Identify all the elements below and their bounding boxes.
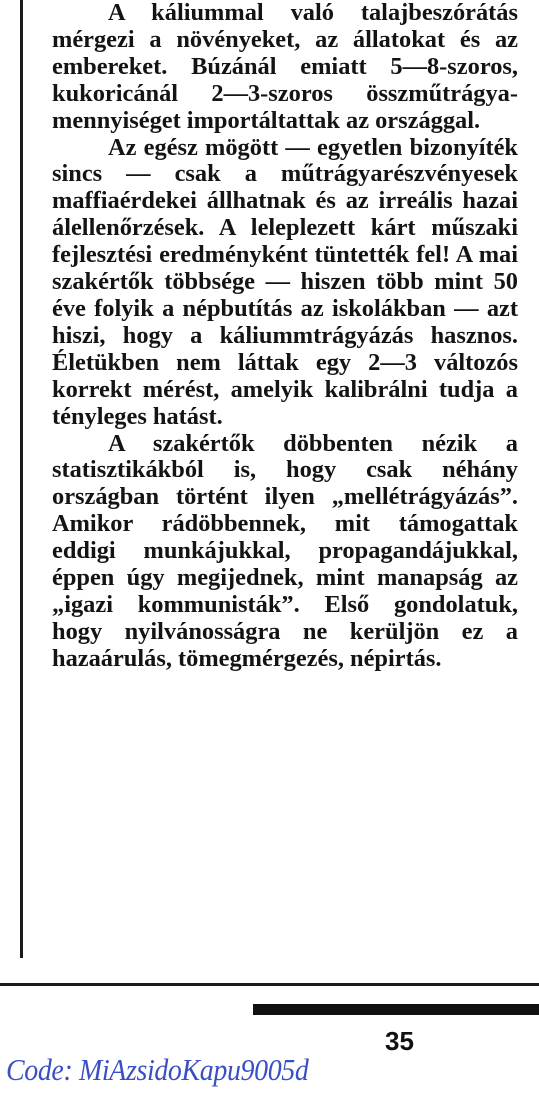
article-column xyxy=(52,0,518,673)
column-divider-rule xyxy=(20,0,23,958)
footer-rule xyxy=(0,983,539,986)
article-paragraph-2: Az egész mögött — egyetlen bizonyíték sincs — csak a műtrágyarészvényesek maffiaérdekei állhatnak és az irreális hazai álellenőrzések. A leleplezett kárt műszaki fejlesztési eredményként tüntették fel! A mai szakértők többsége — hiszen több mint 50 éve folyik a népbutítás az iskolákban — azt hiszi, hogy a káliummtrágyázás hasznos. Életükben nem láttak egy 2—3 változós korrekt mérést, amelyik kalibrálni tudja a tényleges hatást. xyxy=(52,133,518,430)
article-paragraph-1: A káliummal való talajbeszórátás mérgezi a növényeket, az állatokat és az embereket. Búzánál emiatt 5—8-szoros, kukoricánál 2—3-szoros összműtrágya-mennyiséget importáltattak az országgal. xyxy=(52,0,518,134)
code-watermark: Code: MiAzsidoKapu9005d xyxy=(6,1052,309,1087)
page-number: 35 xyxy=(385,1026,414,1056)
article-paragraph-3: A szakértők döbbenten nézik a statisztikákból is, hogy csak néhány országban történt ilyen „mellétrágyázás”. Amikor rádöbbennek, mit támogattak eddigi munkájukkal, propagandájukkal, éppen úgy megijednek, mint manapság az „igazi kommunisták”. Első gondolatuk, hogy nyilvánosságra ne kerüljön ez a hazaárulás, tömegmérgezés, népirtás. xyxy=(52,429,518,672)
page-number-bar xyxy=(253,1004,539,1015)
